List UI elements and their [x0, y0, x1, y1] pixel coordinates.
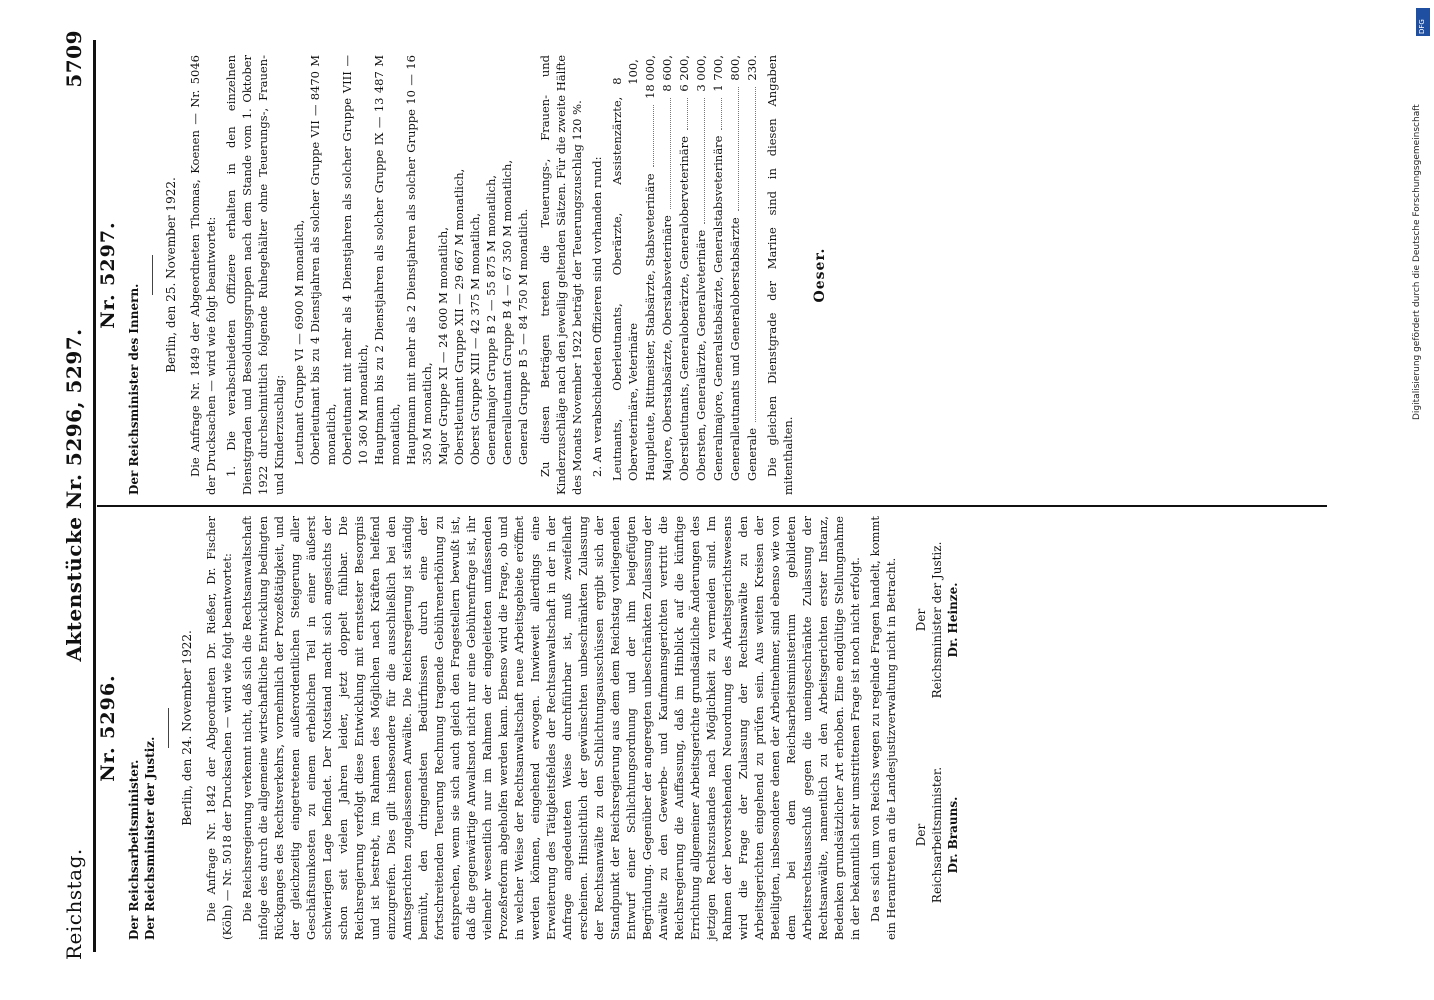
short-rule — [168, 708, 169, 748]
count-value: 3 000, — [694, 55, 708, 92]
count-row — [609, 55, 641, 495]
salary-item: Oberleutnant bis zu 4 Dienstjahren als solcher Gruppe VII — 8470 M monatlich, — [308, 55, 338, 465]
closing-paragraph: Die gleichen Dienstgrade der Marine sind in diesen Angaben mitenthalten. — [765, 55, 795, 495]
point-1: 1. Die verabschiedeten Offiziere erhalten in den einzelnen Dienstgraden und Besoldungsgruppen nach dem Stande vom 1. Oktober 1922 durchschnittlich folgende Ruhegehälter ohne Teuerungs-, Frauen- und Kinderzuschlag: — [224, 55, 286, 495]
count-label: Generalleutnants und Generaloberstabsärzte — [728, 217, 742, 481]
minister-line: Der Reichsminister des Innern. — [127, 283, 141, 495]
count-row — [642, 55, 658, 495]
body-paragraph: Die Reichsregierung verkennt nicht, daß sich die Rechtsanwaltschaft infolge des durch die allgemeine wirtschaftliche Entwicklung bedingten Rückganges des Rechtsverkehrs, vornehmlich der Prozeßtätigkeit, und der gleichzeitig eingetretenen außerordentlichen Steigerung aller Geschäftsunkosten zu einem erheblichen Teil in einer äußerst schwierigen Lage befindet. Der Notstand macht sich angesichts der schon seit vielen Jahren leider, jetzt doppelt fühlbar. Die Reichsregierung verfolgt diese Entwicklung mit ernstester Besorgnis und ist bestrebt, im Rahmen des Möglichen nach Kräften helfend einzugreifen. Dies gilt insbesondere für die ausschließlich bei den Amtsgerichten zugelassenen Anwälte. Die Reichsregierung ist ständig bemüht, den dringendsten Bedürfnissen durch eine der fortschreitenden Teuerung Rechnung tragende Gebührenerhöhung zu entsprechen, wenn sie sich auch gleich den Fragestellern bewußt ist, daß die gegenwärtige Anwaltsnot nicht nur eine Gebührenfrage ist, ihr vielmehr wesentlich nur im Rahmen der eingeleiteten umfassenden Prozeßreform abgeholfen werden kann. Ebenso wird die Frage, ob und in welcher Weise der Rechtsanwaltschaft neue Arbeitsgebiete eröffnet werden können, eingehend erwogen. Inwieweit allerdings eine Erweiterung des Tätigkeitsfeldes der Rechtsanwaltschaft in der in der Anfrage angedeuteten Weise durchführbar ist, muß zweifelhaft erscheinen. Hinsichtlich der gewünschten unbeschränkten Zulassung der Rechtsanwälte zu den Schlichtungsausschüssen ergibt sich der Standpunkt der Reichsregierung aus dem dem Reichstag vorliegenden Entwurf einer Schlichtungsordnung und der ihm beigefügten Begründung. Gegenüber der angeregten unbeschränkten Zulassung der Anwälte zu den Gewerbe- und Kaufmannsgerichten vertritt die Reichsregierung die Auffassung, daß im Hinblick auf die künftige Errichtung allgemeiner Arbeitsgerichte grundsätzliche Änderungen des jetzigen Rechtszustandes nach Möglichkeit zu vermeiden sind. Im Rahmen der bevorstehenden Neuordnung des Arbeitsgerichtswesens wird die Frage der Zulassung der Rechtsanwälte zu den Arbeitsgerichten eingehend zu prüfen sein. Aus weiten Kreisen der Beteiligten, insbesondere denen der Arbeitnehmer, sind ebenso wie von dem bei dem Reichsarbeitsministerium gebildeten Arbeitsrechtsausschuß gegen die uneingeschränkte Zulassung der Rechtsanwälte, namentlich zu den Arbeitsgerichten erster Instanz, Bedenken grundsätzlicher Art erhoben. Eine endgültige Stellungnahme in der bekanntlich sehr umstrittenen Frage ist noch nicht erfolgt. — [240, 516, 862, 940]
signature-name: Dr. Brauns. — [946, 796, 960, 874]
count-label: Leutnants, Oberleutnants, Oberärzte, Assistenzärzte, Oberveterinäre, Veterinäre — [610, 96, 640, 481]
note-paragraph: Zu diesen Beträgen treten die Teuerungs-, Frauen- und Kinderzuschläge nach den jeweilig geltenden Sätzen. Für die zweite Hälfte des Monats November 1922 beträgt der Teuerungszuschlag 120 %. — [538, 55, 584, 495]
count-row — [693, 55, 709, 495]
salary-item: Generalleutnant Gruppe B 4 — 67 350 M monatlich, — [500, 159, 514, 465]
minister-line: Der Reichsarbeitsminister. — [127, 759, 141, 940]
signature-name: Oeser. — [812, 247, 828, 303]
count-label: Hauptleute, Rittmeister, Stabsärzte, Stabsveterinäre — [643, 173, 657, 481]
count-label: Majore, Oberstabsärzte, Oberstabsveterinäre — [660, 215, 674, 481]
point-2: 2. An verabschiedeten Offizieren sind vorhanden rund: — [590, 156, 604, 477]
count-value: 230. — [745, 55, 759, 81]
document-number: Nr. 5297. — [97, 221, 119, 329]
header-title: Aktenstücke Nr. 5296, 5297. — [62, 328, 86, 662]
dfg-logo — [1416, 8, 1430, 36]
count-value: 18 000, — [643, 55, 657, 99]
count-value: 1 700, — [711, 55, 725, 92]
salary-item: Oberst Gruppe XIII — 42 375 M monatlich, — [468, 212, 482, 465]
header-left: Reichstag. — [62, 848, 86, 960]
page-number: 5709 — [62, 30, 86, 88]
dfg-logo-text: DFG — [1418, 19, 1426, 34]
count-label: Generalmajore, Generalstabsärzte, Generalstabsveterinäre — [711, 135, 725, 481]
count-value: 6 200, — [677, 55, 691, 92]
salary-item: Generalmajor Gruppe B 2 — 55 875 M monatlich, — [484, 174, 498, 465]
salary-item: Hauptmann bis zu 2 Dienstjahren als solcher Gruppe IX — 13 487 M monatlich, — [372, 55, 402, 465]
document-date: Berlin, den 25. November 1922. — [164, 177, 178, 373]
header-rule — [93, 40, 96, 952]
signature-right — [913, 520, 961, 720]
short-rule — [152, 255, 153, 295]
count-label: Obersten, Generalärzte, Generalveterinäre — [694, 229, 708, 481]
column-divider — [97, 505, 1327, 507]
count-label: Generale — [745, 427, 759, 481]
count-row — [676, 55, 692, 495]
body-paragraph: Da es sich um von Reichs wegen zu regelnde Fragen handelt, kommt ein Herantreten an die Landesjustizverwaltung nicht in Betracht. — [868, 516, 898, 940]
signature-title: Reichsminister der Justiz. — [930, 541, 944, 699]
signature-left — [913, 750, 961, 920]
intro-paragraph: Die Anfrage Nr. 1842 der Abgeordneten Dr. Rießer, Dr. Fischer (Köln) — Nr. 5018 der Drucksachen — wird wie folgt beantwortet: — [204, 516, 234, 940]
signature-block — [913, 516, 973, 940]
left-column — [97, 516, 973, 940]
count-label: Oberstleutnants, Generaloberärzte, Generaloberveterinäre — [677, 136, 691, 481]
signature-title: Reichsarbeitsminister. — [930, 766, 944, 904]
document-date: Berlin, den 24. November 1922. — [180, 630, 194, 826]
count-value: 8 100, — [610, 59, 640, 85]
salary-item: Leutnant Gruppe VI — 6900 M monatlich, — [292, 219, 306, 465]
count-row — [727, 55, 743, 495]
salary-item: Hauptmann mit mehr als 2 Dienstjahren als solcher Gruppe 10 — 16 350 M monatlich, — [404, 55, 434, 465]
digitization-credit — [1412, 104, 1426, 430]
credit-text: Digitalisierung gefördert durch die Deutsche Forschungsgemeinschaft — [1412, 104, 1422, 420]
count-value: 8 600, — [660, 55, 674, 92]
intro-paragraph: Die Anfrage Nr. 1849 der Abgeordneten Thomas, Koenen — Nr. 5046 der Drucksachen — wird wie folgt beantwortet: — [188, 55, 218, 495]
count-row — [744, 55, 760, 495]
count-value: 800, — [728, 55, 742, 81]
document-number: Nr. 5296. — [97, 674, 119, 782]
signature-title: Der — [914, 608, 928, 632]
minister-line: Der Reichsminister der Justiz. — [143, 736, 157, 940]
count-row — [659, 55, 675, 495]
count-list — [609, 55, 760, 495]
count-row — [710, 55, 726, 495]
salary-list — [291, 55, 531, 495]
salary-item: Oberleutnant mit mehr als 4 Dienstjahren als solcher Gruppe VIII — 10 360 M monatlich, — [340, 55, 370, 465]
signature-name: Dr. Heinze. — [946, 582, 960, 658]
signature-title: Der — [914, 823, 928, 847]
right-column — [97, 55, 828, 495]
salary-item: Oberstleutnant Gruppe XII — 29 667 M monatlich, — [452, 168, 466, 465]
salary-item: Major Gruppe XI — 24 600 M monatlich, — [436, 227, 450, 465]
page-header — [62, 30, 92, 960]
salary-item: General Gruppe B 5 — 84 750 M monatlich. — [516, 208, 530, 465]
